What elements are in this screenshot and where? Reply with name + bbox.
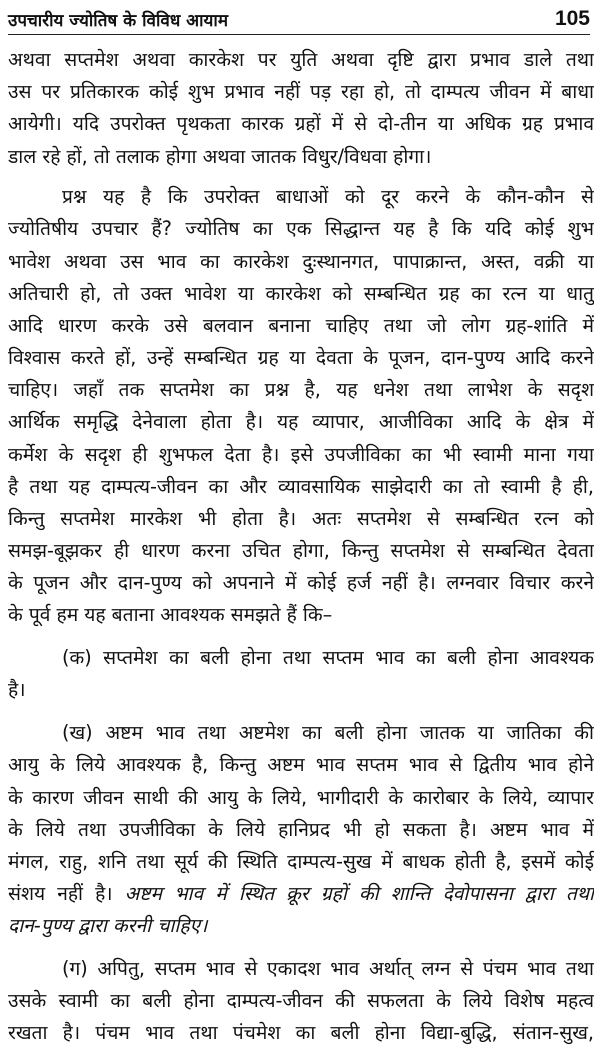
text-line: है तथा यह दाम्पत्य-जीवन का और व्यावसायिक साझेदारी का तो स्वामी है ही, [8,475,594,498]
text-line: दान-पुण्य द्वारा करनी चाहिए। [8,914,208,937]
text-line: उसके स्वामी का बली होना दाम्पत्य-जीवन की सफलता के लिये विशेष महत्व [8,989,594,1012]
text-line: (ग) अपितु, सप्तम भाव से एकादश भाव अर्थात् लग्न से पंचम भाव तथा [62,957,594,980]
text-line: विश्वास करते हों, उन्हें सम्बन्धित ग्रह या देवता के पूजन, दान-पुण्य आदि करने [8,346,594,369]
text-line: समझ-बूझकर ही धारण करना उचित होगा, किन्तु सप्तमेश से सम्बन्धित देवता [8,539,594,562]
text-line: उस पर प्रतिकारक कोई शुभ प्रभाव नहीं पड़ रहा हो, तो दाम्पत्य जीवन में बाधा [8,80,594,103]
text-line: आर्थिक समृद्धि देनेवाला होता है। यह व्यापार, आजीविका आदि के क्षेत्र में [8,410,594,433]
chapter-title: उपचारीय ज्योतिष के विविध आयाम [8,10,228,31]
text-line: (ख) अष्टम भाव तथा अष्टमेश का बली होना जातक या जातिका की [62,721,594,744]
text-line: आयेगी। यदि उपरोक्त पृथकता कारक ग्रहों में से दो-तीन या अधिक ग्रह प्रभाव [8,112,594,135]
text-run: संशय नहीं है। [8,882,125,905]
text-line: भावेश अथवा उस भाव का कारकेश दुःस्थानगत, पापाक्रान्त, अस्त, वक्री या [8,250,594,273]
text-line: के कारण जीवन साथी की आयु के लिये, भागीदारी के कारोबार के लिये, व्यापार [8,786,594,809]
text-line: आयु के लिये आवश्यक है, किन्तु अष्टम भाव सप्तम भाव से द्वितीय भाव होने [8,753,594,776]
text-line: है। [8,678,26,701]
text-line: अथवा सप्तमेश अथवा कारकेश पर युति अथवा दृष्टि द्वारा प्रभाव डाले तथा [8,48,594,71]
text-line: रखता है। पंचम भाव तथा पंचमेश का बली होना विद्या-बुद्धि, संतान-सुख, [8,1021,594,1044]
text-line: प्रश्न यह है कि उपरोक्त बाधाओं को दूर करने के कौन-कौन से [62,185,594,208]
text-line: आदि धारण करके उसे बलवान बनाना चाहिए तथा जो लोग ग्रह-शांति में [8,314,594,337]
running-header [8,4,590,35]
text-line: कर्मेश के सदृश ही शुभफल देता है। इसे उपजीविका का भी स्वामी माना गया [8,443,594,466]
text-line: चाहिए। जहाँ तक सप्तमेश का प्रश्न है, यह धनेश तथा लाभेश के सदृश [8,378,594,401]
italic-text-run: अष्टम भाव में स्थित क्रूर ग्रहों की शान्ति देवोपासना द्वारा तथा [124,882,594,905]
text-line: के पूर्व हम यह बताना आवश्यक समझते हैं कि– [8,603,333,626]
page-number: 105 [554,7,590,30]
text-line [8,879,594,909]
text-line: के पूजन और दान-पुण्य को अपनाने में कोई हर्ज नहीं है। लग्नवार विचार करने [8,571,594,594]
text-line: किन्तु सप्तमेश मारकेश भी होता है। अतः सप्तमेश से सम्बन्धित रत्न को [8,507,594,530]
text-line: (क) सप्तमेश का बली होना तथा सप्तम भाव का बली होना आवश्यक [62,646,594,669]
text-line: ज्योतिषीय उपचार हैं? ज्योतिष का एक सिद्धान्त यह है कि यदि कोई शुभ [8,217,594,240]
text-line: डाल रहे हों, तो तलाक होगा अथवा जातक विधुर/विधवा होगा। [8,145,432,168]
text-line: के लिये तथा उपजीविका के लिये हानिप्रद भी हो सकता है। अष्टम भाव में [8,818,594,841]
text-line: अतिचारी हो, तो उक्त भावेश या कारकेश को सम्बन्धित ग्रह का रत्न या धातु [8,282,594,305]
text-line: मंगल, राहु, शनि तथा सूर्य की स्थिति दाम्पत्य-सुख में बाधक होती है, इसमें कोई [8,850,594,873]
